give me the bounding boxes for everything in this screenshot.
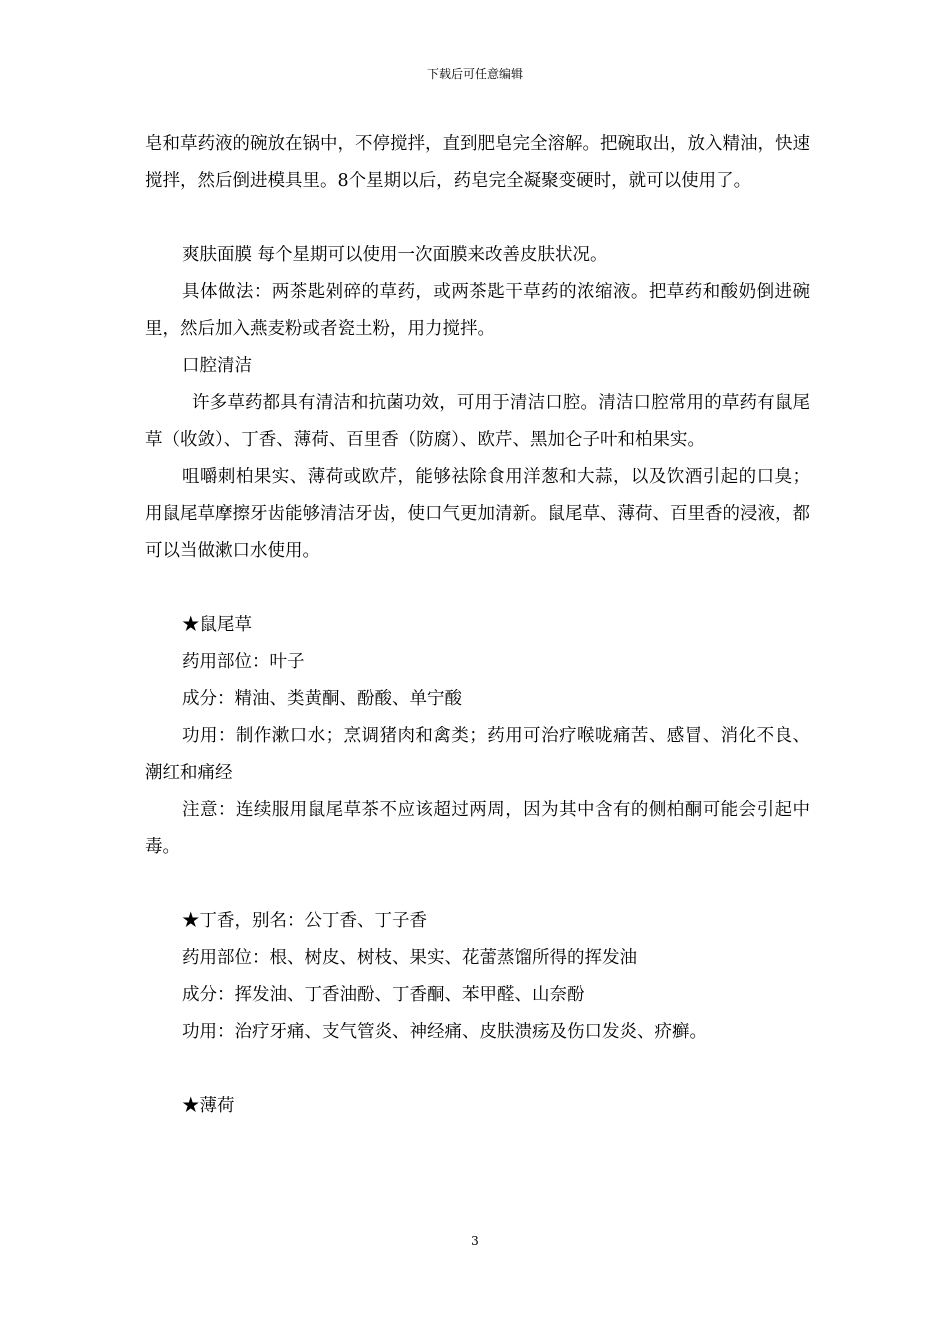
section-title-sage: ★鼠尾草 bbox=[182, 615, 252, 635]
paragraph-oral-heading: 口腔清洁 bbox=[182, 356, 252, 376]
paragraph-mask-heading: 爽肤面膜 每个星期可以使用一次面膜来改善皮肤状况。 bbox=[182, 245, 608, 265]
blank-line bbox=[145, 200, 810, 237]
paragraph-soap-continued: 皂和草药液的碗放在锅中，不停搅拌，直到肥皂完全溶解。把碗取出，放入精油，快速搅拌，然后倒进模具里。8个星期以后，药皂完全凝聚变硬时，就可以使用了。 bbox=[145, 134, 810, 191]
blank-line bbox=[145, 866, 810, 903]
page-number: 3 bbox=[471, 1234, 479, 1248]
blank-line bbox=[145, 570, 810, 607]
sage-uses: 功用：制作漱口水；烹调猪肉和禽类；药用可治疗喉咙痛苦、感冒、消化不良、潮红和痛经 bbox=[145, 726, 810, 783]
section-title-clove: ★丁香，别名：公丁香、丁子香 bbox=[182, 911, 427, 931]
blank-line bbox=[145, 1051, 810, 1088]
sage-parts: 药用部位：叶子 bbox=[182, 652, 305, 672]
paragraph-mask-method: 具体做法：两茶匙剁碎的草药，或两茶匙干草药的浓缩液。把草药和酸奶倒进碗里，然后加入燕麦粉或者瓷土粉，用力搅拌。 bbox=[145, 282, 810, 339]
page-header: 下载后可任意编辑 bbox=[426, 67, 523, 81]
section-title-mint: ★薄荷 bbox=[182, 1096, 235, 1116]
sage-ingredients: 成分：精油、类黄酮、酚酸、单宁酸 bbox=[182, 689, 462, 709]
sage-caution: 注意：连续服用鼠尾草茶不应该超过两周，因为其中含有的侧柏酮可能会引起中毒。 bbox=[145, 800, 810, 857]
clove-uses: 功用：治疗牙痛、支气管炎、神经痛、皮肤溃疡及伤口发炎、疥癣。 bbox=[182, 1022, 707, 1042]
clove-parts: 药用部位：根、树皮、树枝、果实、花蕾蒸馏所得的挥发油 bbox=[182, 948, 637, 968]
document-body bbox=[145, 126, 810, 1125]
paragraph-oral-herbs: 许多草药都具有清洁和抗菌功效，可用于清洁口腔。清洁口腔常用的草药有鼠尾草（收敛）、丁香、薄荷、百里香（防腐）、欧芹、黑加仑子叶和柏果实。 bbox=[145, 393, 810, 450]
clove-ingredients: 成分：挥发油、丁香油酚、丁香酮、苯甲醛、山奈酚 bbox=[182, 985, 585, 1005]
paragraph-oral-chewing: 咀嚼刺柏果实、薄荷或欧芹，能够祛除食用洋葱和大蒜，以及饮酒引起的口臭；用鼠尾草摩擦牙齿能够清洁牙齿，使口气更加清新。鼠尾草、薄荷、百里香的浸液，都可以当做漱口水使用。 bbox=[145, 467, 810, 561]
